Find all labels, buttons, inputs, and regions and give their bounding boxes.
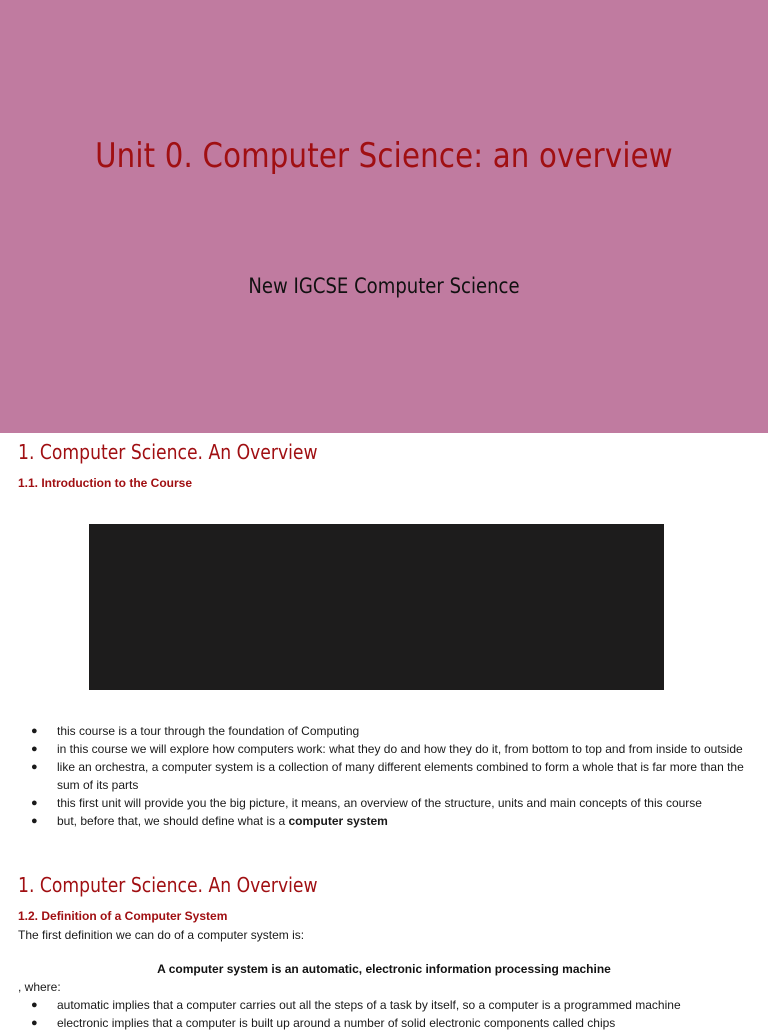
- list-item: ● but, before that, we should define what is a computer system: [31, 814, 388, 828]
- subheading-introduction: 1.1. Introduction to the Course: [18, 476, 193, 490]
- bullet-icon: ●: [31, 743, 38, 755]
- definition-intro: The first definition we can do of a computer system is:: [18, 928, 305, 942]
- list-item: ● like an orchestra, a computer system is a collection of many different elements combined to form a whole that is far more than the sum of its parts: [31, 760, 744, 792]
- computer-system-term: computer system: [288, 814, 388, 828]
- subheading-definition: 1.2. Definition of a Computer System: [18, 909, 228, 923]
- list-item: ● this first unit will provide you the big picture, it means, an overview of the structure, units and main concepts of this course: [31, 796, 702, 810]
- cover-title: Unit 0. Computer Science: an overview: [95, 136, 673, 176]
- video-embed[interactable]: [89, 524, 664, 690]
- list-item: ● in this course we will explore how computers work: what they do and how they do it, from bottom to top and from inside to outside: [31, 742, 743, 756]
- list-item: ● electronic implies that a computer is built up around a number of solid electronic components called chips: [31, 1016, 616, 1030]
- bullet-icon: ●: [31, 797, 38, 809]
- list-item: ● this course is a tour through the foundation of Computing: [31, 724, 360, 738]
- section-heading: 1. Computer Science. An Overview: [18, 440, 318, 464]
- list-item: ● automatic implies that a computer carries out all the steps of a task by itself, so a computer is a programmed machine: [31, 998, 681, 1012]
- definition-bullet-list: [0, 996, 747, 1032]
- cover-subtitle: New IGCSE Computer Science: [248, 274, 520, 298]
- bullet-icon: ●: [31, 815, 38, 827]
- where-text: , where:: [18, 980, 61, 994]
- cover-slide: [0, 0, 768, 433]
- definition-statement: A computer system is an automatic, electronic information processing machine: [157, 962, 611, 976]
- intro-bullet-list: [0, 722, 747, 830]
- section-heading: 1. Computer Science. An Overview: [18, 873, 318, 897]
- bullet-icon: ●: [31, 761, 38, 773]
- bullet-icon: ●: [31, 1017, 38, 1029]
- bullet-icon: ●: [31, 725, 38, 737]
- bullet-icon: ●: [31, 999, 38, 1011]
